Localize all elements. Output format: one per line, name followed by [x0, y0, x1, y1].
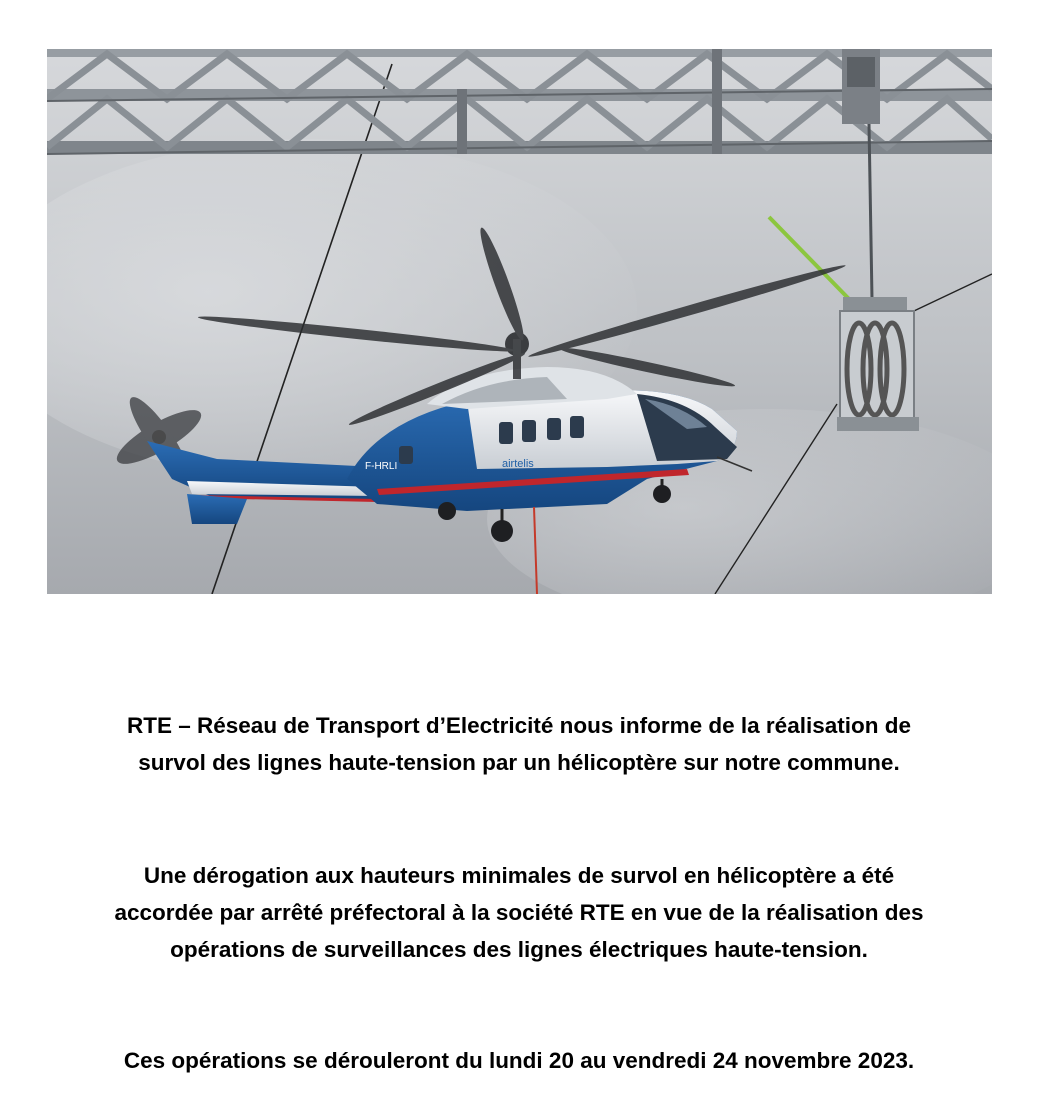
notice-paragraph-2-line-1: Une dérogation aux hauteurs minimales de survol en hélicoptère a été [143, 863, 895, 888]
notice-paragraph-1-line-1: RTE – Réseau de Transport d’Electricité nous informe de la réalisation de [127, 713, 911, 738]
notice-paragraph-3-text: Ces opérations se dérouleront du lundi 20 au vendredi 24 novembre 2023. [123, 1048, 915, 1073]
helicopter-photo [47, 49, 992, 594]
helicopter-photo-illustration [47, 49, 992, 594]
livery-text: airtelis [502, 458, 534, 470]
registration-text: F-HRLI [365, 461, 398, 472]
notice-paragraph-2-line-3: opérations de surveillances des lignes électriques haute-tension. [170, 937, 868, 962]
notice-paragraph-2 [20, 857, 1018, 968]
notice-paragraph-1 [20, 707, 1018, 781]
notice-paragraph-2-line-2: accordée par arrêté préfectoral à la société RTE en vue de la réalisation des [114, 900, 924, 925]
notice-paragraph-3 [20, 1042, 1018, 1079]
notice-paragraph-1-line-2: survol des lignes haute-tension par un hélicoptère sur notre commune. [138, 750, 900, 775]
